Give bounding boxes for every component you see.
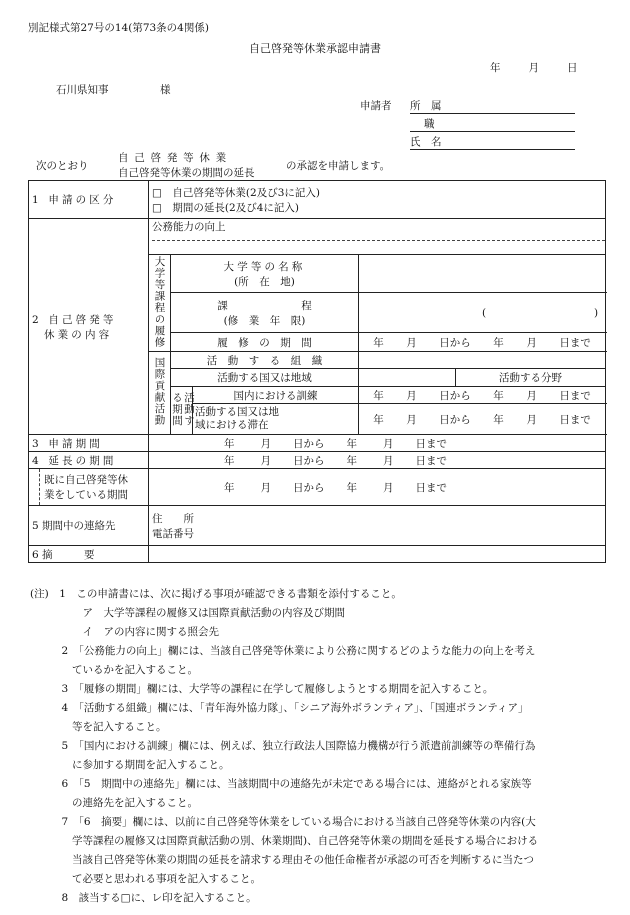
- row-remarks-label: 6 摘 要: [29, 546, 149, 563]
- activity-country-input[interactable]: [359, 369, 456, 387]
- contact-phone-label: 電話番号: [152, 527, 194, 540]
- row-application-type-label: 1 申請の区分: [29, 181, 149, 219]
- study-period-label: 履 修 の 期 間: [171, 333, 359, 352]
- activity-period-label: 活動する期間: [171, 391, 195, 427]
- activity-period-cell: [171, 387, 193, 435]
- existing-leave-label-a: 既に自己啓発等休: [44, 474, 128, 486]
- ability-cell[interactable]: [149, 219, 606, 255]
- paren-close: ): [593, 306, 599, 319]
- contact-cell[interactable]: [149, 506, 606, 546]
- overseas-stay-label-a: 活動する国又は地: [195, 406, 279, 419]
- option-new-leave[interactable]: □ 自己啓発等休業(2及び3に記入): [152, 186, 320, 199]
- note-line: 8 該当する□に、レ印を記入すること。: [30, 892, 257, 904]
- note-line: ア 大学等課程の履修又は国際貢献活動の内容及び期間: [30, 607, 345, 619]
- application-type-options[interactable]: [149, 181, 606, 219]
- note-line: 学等課程の履修又は国際貢献活動の別、休業期間)、自己啓発等休業の期間を延長する場合における: [30, 835, 539, 847]
- note-line: に参加する期間を記入すること。: [30, 759, 230, 771]
- leave-content-label-a: 2 自己啓発等: [32, 313, 117, 326]
- intro-option-2: 自己啓発等休業の期間の延長: [118, 167, 255, 179]
- note-line: 6 「5 期間中の連絡先」欄には、当該期間中の連絡先が未定である場合には、連絡がとれる家族等: [30, 778, 532, 790]
- note-line: 当該自己啓発等休業の期間の延長を請求する理由その他任命権者が承認の可否を判断するに当たつ: [30, 854, 534, 866]
- ability-label: 公務能力の向上: [152, 221, 226, 233]
- option-extension[interactable]: □ 期間の延長(2及び4に記入): [152, 201, 299, 214]
- existing-leave-dates[interactable]: 年 月 日から 年 月 日まで: [149, 469, 606, 506]
- extension-period-dates[interactable]: 年 月 日から 年 月 日まで: [149, 452, 606, 469]
- form-id: 別記様式第27号の14(第73条の4関係): [28, 22, 209, 34]
- note-line: 5 「国内における訓練」欄には、例えば、独立行政法人国際協力機構が行う派遣前訓練等の準備行為: [30, 740, 536, 752]
- overseas-stay-dates[interactable]: 年 月 日から 年 月 日まで: [359, 404, 606, 435]
- application-period-dates[interactable]: 年 月 日から 年 月 日まで: [149, 435, 606, 452]
- notes-section: [30, 585, 605, 908]
- course-input[interactable]: [359, 293, 606, 333]
- post-field[interactable]: [410, 116, 575, 132]
- intro-option-1: 自己啓発等休業: [118, 152, 232, 164]
- domestic-training-dates[interactable]: 年 月 日から 年 月 日まで: [359, 387, 606, 404]
- application-table: [28, 180, 606, 563]
- activity-org-label: 活 動 す る 組 織: [171, 352, 359, 369]
- affiliation-label: 所 属: [410, 100, 442, 112]
- domestic-training-label: 国内における訓練: [193, 387, 359, 404]
- note-line: 3 「履修の期間」欄には、大学等の課程に在学して履修しようとする期間を記入すること。: [30, 683, 494, 695]
- overseas-stay-label: [193, 404, 359, 435]
- university-name-label: 大学等の名称: [223, 260, 306, 273]
- activity-org-input[interactable]: [359, 352, 606, 369]
- note-line: 等を記入すること。: [30, 721, 167, 733]
- date-month: 月: [528, 62, 539, 74]
- remarks-input[interactable]: [149, 546, 606, 563]
- intro-prefix: 次のとおり: [36, 160, 89, 172]
- date-day: 日: [567, 62, 578, 74]
- intro-suffix: の承認を申請します。: [286, 160, 391, 172]
- intl-contribution-cell: [149, 352, 171, 435]
- note-line: イ アの内容に関する照会先: [30, 626, 219, 638]
- row-leave-content-label: [29, 219, 149, 435]
- university-name-label-cell: [171, 255, 359, 293]
- course-label-cell: [171, 293, 359, 333]
- study-period-dates[interactable]: 年 月 日から 年 月 日まで: [359, 333, 606, 352]
- university-location-label: (所 在 地): [234, 275, 295, 288]
- note-line: 4 「活動する組織」欄には、「青年海外協力隊」、「シニア海外ボランティア」、「国連ボランティア」: [30, 702, 529, 714]
- leave-content-label-b: 休業の内容: [44, 328, 113, 341]
- name-field[interactable]: [410, 134, 575, 150]
- name-label: 氏 名: [410, 136, 442, 148]
- university-course-label: 大学等課程の履修: [153, 255, 166, 348]
- note-line: (注) 1 この申請書には、次に掲げる事項が確認できる書類を添付すること。: [30, 588, 402, 600]
- course-label: 課 程: [217, 299, 312, 312]
- intl-contribution-label: 国際貢献活動: [153, 357, 166, 426]
- row-contact-label: 5 期間中の連絡先: [29, 506, 149, 546]
- date-year: 年: [490, 62, 501, 74]
- overseas-stay-label-b: 域における滞在: [195, 419, 269, 432]
- page-title: 自己啓発等休業承認申請書: [249, 42, 381, 55]
- contact-address-label: 住 所: [152, 512, 194, 525]
- row-extension-period-label: 4 延長の期間: [29, 452, 149, 469]
- addressee: 石川県知事: [56, 84, 109, 96]
- honorific: 様: [160, 84, 171, 96]
- activity-field-label: 活動する分野: [456, 369, 606, 387]
- activity-country-label: 活動する国又は地域: [171, 369, 359, 387]
- university-name-input[interactable]: [359, 255, 606, 293]
- note-line: 7 「6 摘要」欄には、以前に自己啓発等休業をしている場合における当該自己啓発等休業の内容(大: [30, 816, 536, 828]
- applicant-label: 申請者: [360, 100, 392, 112]
- course-duration-label: (修 業 年 限): [223, 314, 306, 327]
- paren-open: (: [482, 306, 487, 319]
- affiliation-field[interactable]: [410, 98, 575, 114]
- note-line: の連絡先を記入すること。: [30, 797, 198, 809]
- note-line: 2 「公務能力の向上」欄には、当該自己啓発等休業により公務に関するどのような能力の向上を考え: [30, 645, 536, 657]
- note-line: ているかを記入すること。: [30, 664, 198, 676]
- existing-leave-label-b: 業をしている期間: [44, 489, 128, 501]
- date-line: [490, 60, 578, 75]
- post-label: 職: [424, 118, 435, 130]
- existing-leave-label-cell: [29, 469, 149, 506]
- university-course-cell: [149, 255, 171, 352]
- row-application-period-label: 3 申請期間: [29, 435, 149, 452]
- note-line: て必要と思われる事項を記入すること。: [30, 873, 261, 885]
